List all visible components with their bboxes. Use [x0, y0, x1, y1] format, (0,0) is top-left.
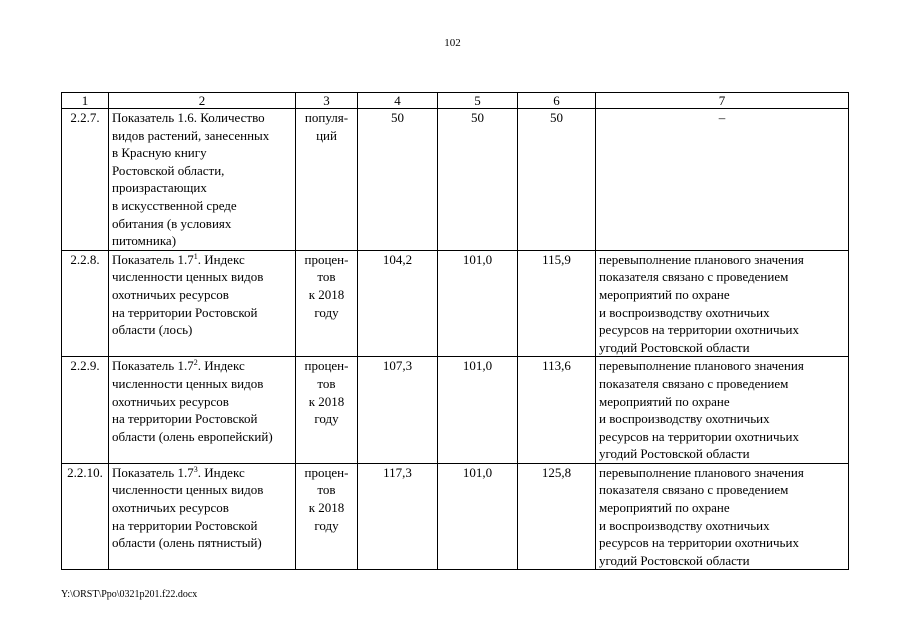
- note-line: перевыполнение планового значения: [599, 464, 804, 480]
- note-line: ресурсов на территории охотничьих: [599, 535, 799, 551]
- header-col-7: 7: [596, 93, 849, 109]
- indicator-name-line: в искусственной среде: [112, 197, 237, 213]
- header-col-6: 6: [518, 93, 596, 109]
- unit-line: популя-: [304, 110, 349, 125]
- indicator-name-line: охотничьих ресурсов: [112, 286, 229, 302]
- note-line: мероприятий по охране: [599, 500, 730, 516]
- unit: [296, 250, 358, 357]
- header-col-4: 4: [358, 93, 438, 109]
- value-col-5: 101,0: [438, 250, 518, 357]
- unit-line: процен-: [304, 358, 349, 374]
- indicators-table: [61, 92, 849, 570]
- note-line: мероприятий по охране: [599, 286, 730, 302]
- indicator-name-line: области (олень пятнистый): [112, 535, 262, 551]
- unit-line: тов: [317, 269, 336, 285]
- note-line: угодий Ростовской области: [599, 339, 750, 355]
- value-col-6: 115,9: [518, 250, 596, 357]
- indicator-name-line: охотничьих ресурсов: [112, 393, 229, 409]
- note: [596, 250, 849, 357]
- value-col-4: 104,2: [358, 250, 438, 357]
- indicator-name-line: Показатель 1.6. Количество: [112, 110, 265, 125]
- unit-line: тов: [317, 482, 336, 498]
- unit-line: ций: [316, 127, 337, 143]
- indicator-name: [109, 463, 296, 570]
- table-row: [62, 250, 849, 357]
- value-col-6: 113,6: [518, 357, 596, 464]
- indicator-name-line: в Красную книгу: [112, 145, 207, 161]
- note-line: показателя связано с проведением: [599, 482, 789, 498]
- header-col-1: 1: [62, 93, 109, 109]
- indicator-name: [109, 109, 296, 251]
- note-line: и воспроизводству охотничьих: [599, 517, 770, 533]
- value-col-4: 50: [358, 109, 438, 251]
- page-number: 102: [444, 37, 461, 49]
- indicator-name-line: численности ценных видов: [112, 375, 264, 391]
- unit-line: году: [314, 411, 339, 427]
- row-number: 2.2.8.: [62, 250, 109, 357]
- unit-line: процен-: [304, 251, 349, 267]
- indicator-name-line: численности ценных видов: [112, 269, 264, 285]
- note-line: показателя связано с проведением: [599, 269, 789, 285]
- note-line: и воспроизводству охотничьих: [599, 304, 770, 320]
- note-line: мероприятий по охране: [599, 393, 730, 409]
- header-col-2: 2: [109, 93, 296, 109]
- value-col-5: 50: [438, 109, 518, 251]
- superscript: 3: [193, 464, 198, 474]
- note-line: показателя связано с проведением: [599, 375, 789, 391]
- superscript: 2: [193, 358, 198, 368]
- value-col-5: 101,0: [438, 463, 518, 570]
- value-col-6: 125,8: [518, 463, 596, 570]
- table-row: [62, 357, 849, 464]
- table-header-row: [62, 93, 849, 109]
- row-number: 2.2.10.: [62, 463, 109, 570]
- table-row: [62, 463, 849, 570]
- note-line: угодий Ростовской области: [599, 446, 750, 462]
- indicator-name-line: области (лось): [112, 322, 193, 338]
- row-number: 2.2.9.: [62, 357, 109, 464]
- indicator-name: [109, 357, 296, 464]
- value-col-6: 50: [518, 109, 596, 251]
- value-col-5: 101,0: [438, 357, 518, 464]
- indicator-name-line: Показатель $1.7^3$. Индекс: [112, 464, 245, 480]
- header-col-3: 3: [296, 93, 358, 109]
- unit-line: тов: [317, 375, 336, 391]
- unit-line: году: [314, 517, 339, 533]
- header-col-5: 5: [438, 93, 518, 109]
- note-line: и воспроизводству охотничьих: [599, 411, 770, 427]
- value-col-4: 107,3: [358, 357, 438, 464]
- note: [596, 463, 849, 570]
- note-line: ресурсов на территории охотничьих: [599, 322, 799, 338]
- row-number: 2.2.7.: [62, 109, 109, 251]
- note-line: перевыполнение планового значения: [599, 358, 804, 374]
- note: [596, 357, 849, 464]
- indicator-name-line: питомника): [112, 233, 177, 249]
- note: [596, 109, 849, 251]
- unit: [296, 463, 358, 570]
- indicator-name-line: видов растений, занесенных: [112, 127, 270, 143]
- unit-line: году: [314, 304, 339, 320]
- indicator-name-line: произрастающих: [112, 180, 207, 196]
- footer-file-path: Y:\ORST\Ppo\0321p201.f22.docx: [61, 589, 198, 600]
- indicator-name-line: области (олень европейский): [112, 428, 273, 444]
- indicator-name-line: на территории Ростовской: [112, 517, 258, 533]
- value-col-4: 117,3: [358, 463, 438, 570]
- unit-line: к 2018: [308, 393, 345, 409]
- unit: [296, 357, 358, 464]
- indicator-name-line: на территории Ростовской: [112, 411, 258, 427]
- note-line: угодий Ростовской области: [599, 552, 750, 568]
- superscript: 1: [193, 251, 198, 261]
- indicator-name-line: охотничьих ресурсов: [112, 500, 229, 516]
- note-line: перевыполнение планового значения: [599, 251, 804, 267]
- note-line: ресурсов на территории охотничьих: [599, 428, 799, 444]
- note-line: –: [718, 110, 726, 125]
- unit: [296, 109, 358, 251]
- unit-line: к 2018: [308, 500, 345, 516]
- unit-line: процен-: [304, 464, 349, 480]
- indicator-name-line: на территории Ростовской: [112, 304, 258, 320]
- indicator-name: [109, 250, 296, 357]
- indicator-name-line: численности ценных видов: [112, 482, 264, 498]
- table-row: [62, 109, 849, 251]
- indicator-name-line: Показатель $1.7^1$. Индекс: [112, 251, 245, 267]
- unit-line: к 2018: [308, 286, 345, 302]
- indicator-name-line: обитания (в условиях: [112, 215, 232, 231]
- indicator-name-line: Показатель $1.7^2$. Индекс: [112, 358, 245, 374]
- indicator-name-line: Ростовской области,: [112, 162, 225, 178]
